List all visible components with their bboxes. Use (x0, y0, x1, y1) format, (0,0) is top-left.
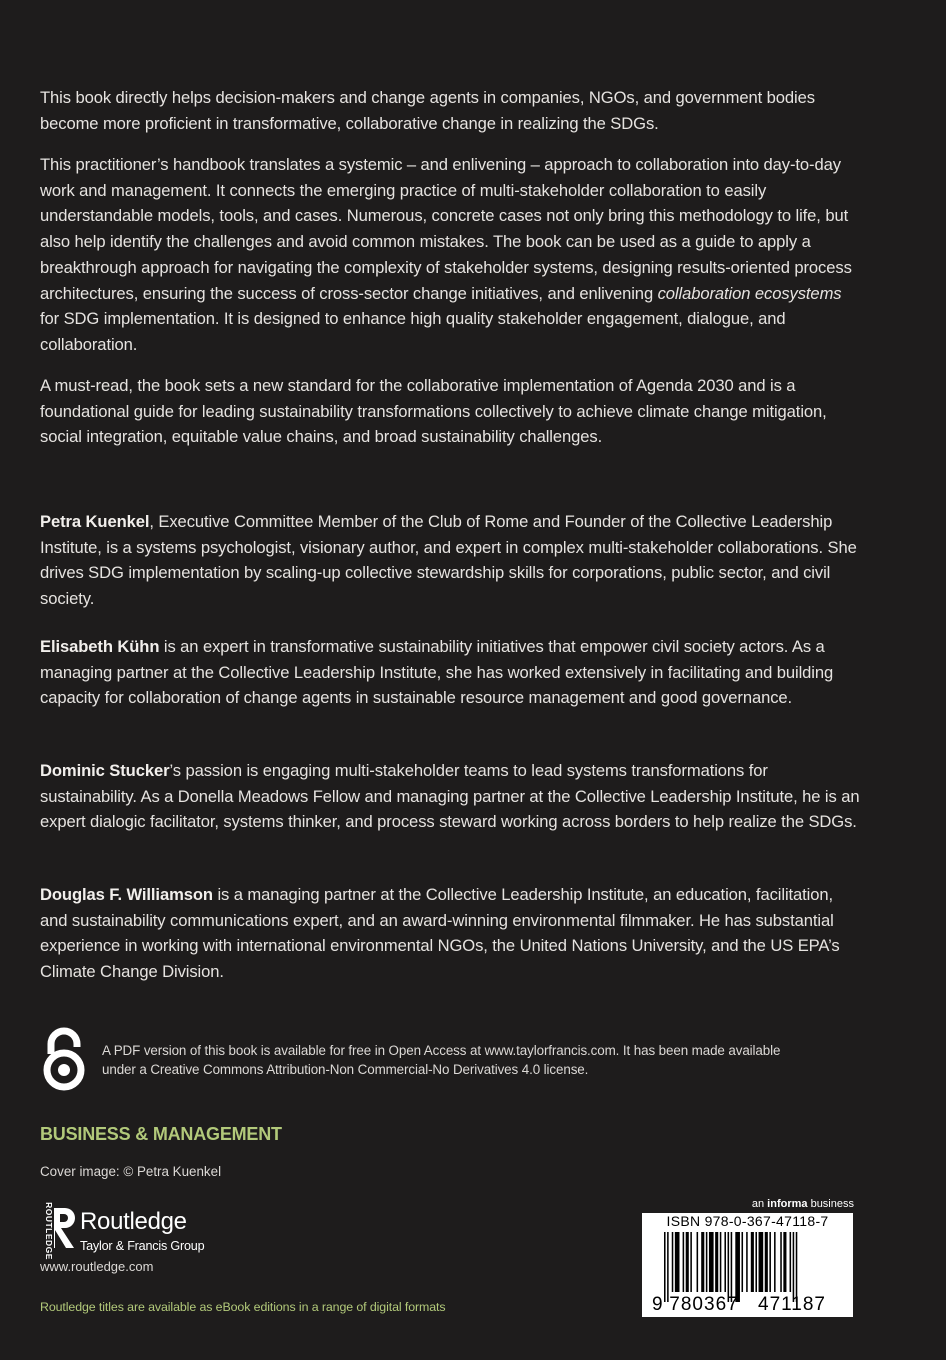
barcode-bar (742, 1232, 744, 1292)
barcode-digits-left: 780367 (669, 1294, 739, 1314)
barcode-bar (724, 1232, 726, 1292)
author-name: Douglas F. Williamson (40, 885, 213, 904)
barcode-bar (793, 1232, 795, 1302)
barcode-bar (697, 1232, 699, 1292)
author-bio-text: ’s passion is engaging multi-stakeholder teams to lead systems transformations for sustainability. As a Donella Meadows Fellow and managing partner at the Collective Leadership Institute, he is an expert dialogic facilitator, systems thinker, and process steward working across borders to help realize the SDGs. (40, 761, 860, 832)
barcode-bar (672, 1232, 674, 1292)
barcode-bar (765, 1232, 768, 1292)
ebook-availability-note: Routledge titles are available as eBook editions in a range of digital formats (40, 1300, 446, 1314)
barcode-bar (796, 1232, 798, 1302)
author-name: Dominic Stucker (40, 761, 170, 780)
barcode-bar (790, 1232, 792, 1292)
author-bio-text: is an expert in transformative sustainability initiatives that empower civil society actors. As a managing partner at the Collective Leadership Institute, she has worked extensively in facilitating and building capacity for collaboration of change agents in sustainable resource management and good governance. (40, 637, 834, 708)
blurb-p2-italic: collaboration ecosystems (657, 283, 842, 303)
barcode-bar (731, 1232, 733, 1302)
barcode-bar (735, 1232, 740, 1302)
logo-vertical-label: ROUTLEDGE (43, 1202, 54, 1260)
barcode-bar (664, 1232, 666, 1302)
barcode-bar (709, 1232, 714, 1292)
barcode-bar (690, 1232, 692, 1292)
barcode-bar (780, 1232, 782, 1292)
barcode-bar (686, 1232, 689, 1292)
author-bio-elisabeth-kuehn (40, 634, 860, 711)
barcode-bar (720, 1232, 722, 1292)
blurb-paragraph-1: This book directly helps decision-makers and change agents in companies, NGOs, and government bodies become more proficient in transformative, collaborative change in realizing the SDGs. (40, 88, 815, 133)
author-name: Petra Kuenkel (40, 512, 150, 531)
author-bio-dominic-stucker (40, 758, 860, 835)
publisher-group: Taylor & Francis Group (80, 1239, 205, 1253)
barcode-bar (706, 1232, 708, 1292)
publisher-name: Routledge (80, 1208, 187, 1235)
publisher-logo (38, 1202, 218, 1260)
barcode-icon (650, 1232, 846, 1314)
barcode-bar (755, 1232, 757, 1292)
barcode-bar (683, 1232, 685, 1292)
publisher-url: www.routledge.com (40, 1259, 154, 1274)
routledge-r-icon (52, 1206, 78, 1250)
author-bio-text: is a managing partner at the Collective Leadership Institute, an education, facilitation, and sustainability communications expert, and an award-winning environmental filmmaker. He has substantial experience in working with international environmental NGOs, the United Nations University, and the US EPA’s Climate Change Division. (40, 885, 840, 982)
barcode-digit-first: 9 (652, 1294, 663, 1314)
author-bio-text: , Executive Committee Member of the Club of Rome and Founder of the Collective Leadership Institute, is a systems psychologist, visionary author, and expert in complex multi-stakeholder collaborations. She drives SDG implementation by scaling-up collective stewardship skills for corporations, public sector, and civil society. (40, 512, 857, 609)
open-access-notice: A PDF version of this book is available for free in Open Access at www.taylorfrancis.com. It has been made available under a Creative Commons Attribution-Non Commercial-No Derivatives 4.0 license. (102, 1043, 781, 1077)
isbn-label: ISBN 978-0-367-47118-7 (666, 1213, 829, 1229)
barcode-bar (667, 1232, 669, 1302)
barcode-bar (728, 1232, 730, 1302)
barcode-bar (774, 1232, 776, 1292)
barcode-bar (769, 1232, 771, 1292)
blurb-paragraph-3: A must-read, the book sets a new standard for the collaborative implementation of Agenda 2030 and is a foundational guide for leading sustainability transformations collectively to achieve climate change mitigation, social integration, equitable value chains, and broad sustainability challenges. (40, 376, 827, 447)
open-access-icon (37, 1027, 91, 1091)
cover-image-credit: Cover image: © Petra Kuenkel (40, 1164, 222, 1179)
author-bio-douglas-williamson (40, 882, 860, 985)
barcode-bar (675, 1232, 680, 1292)
barcode-bar (751, 1232, 754, 1292)
author-bio-petra-kuenkel (40, 509, 860, 612)
barcode-bar (783, 1232, 786, 1292)
informa-business-label: an informa business (751, 1198, 854, 1210)
barcode-bar (759, 1232, 764, 1292)
barcode-bar (715, 1232, 718, 1292)
blurb-p2-start: This practitioner’s handbook translates a systemic – and enlivening – approach to collaboration into day-to-day work and management. It connects the emerging practice of multi-stakeholder collaboration to easily understandable models, tools, and cases. Numerous, concrete cases not only bring this methodology to life, but also help identify the challenges and avoid common mistakes. The book can be used as a guide to apply a breakthrough approach for navigating the complexity of stakeholder systems, designing results-oriented process architectures, ensuring the success of cross-sector change initiatives, and enlivening (40, 155, 852, 303)
subject-category: BUSINESS & MANAGEMENT (40, 1124, 282, 1144)
author-name: Elisabeth Kühn (40, 637, 160, 656)
blurb-paragraph-2 (40, 152, 860, 358)
barcode-digits-right: 471187 (758, 1294, 826, 1314)
barcode-bar (746, 1232, 748, 1292)
barcode-bar (701, 1232, 704, 1292)
blurb-p2-end: for SDG implementation. It is designed to enhance high quality stakeholder engagement, dialogue, and collaboration. (40, 309, 786, 354)
isbn-barcode (642, 1213, 853, 1317)
